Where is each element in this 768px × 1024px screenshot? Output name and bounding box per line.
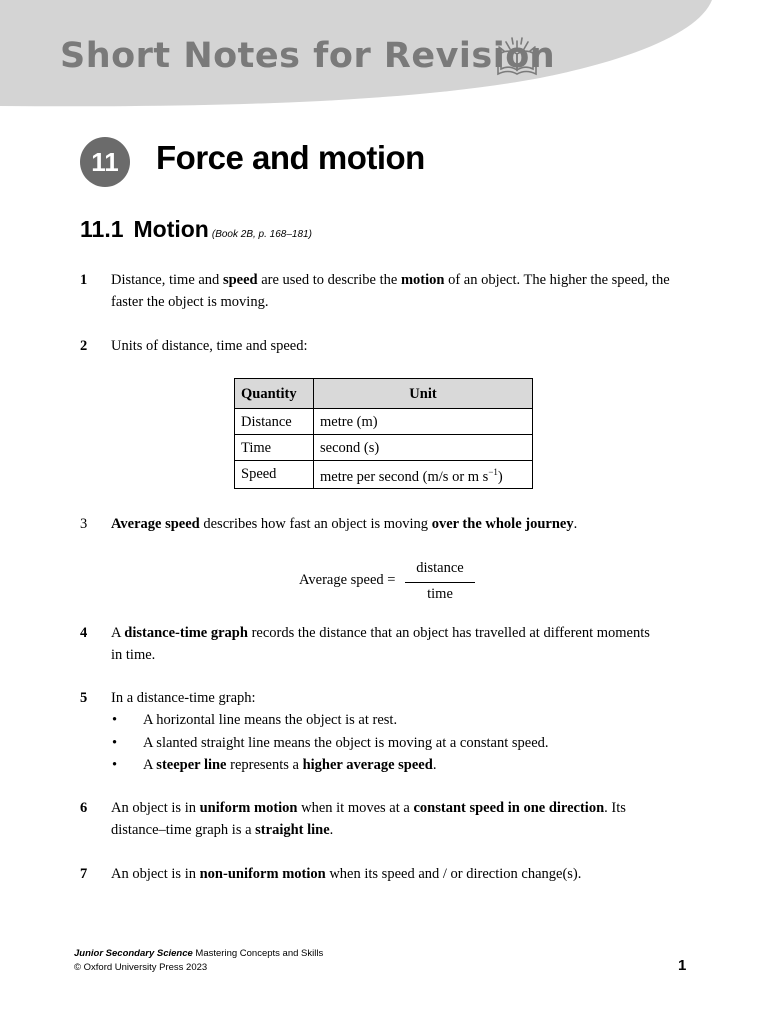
- text-run: records the distance that an object has travelled at different moments in time.: [111, 625, 650, 663]
- note-number: 6: [80, 800, 88, 816]
- table-header-quantity: Quantity: [235, 379, 314, 409]
- table-header-row: [235, 379, 533, 409]
- bold-term: constant speed in one direction: [413, 800, 605, 816]
- text-run: describes how fast an object is moving: [199, 516, 432, 532]
- bullet-dot: •: [112, 712, 118, 728]
- unit-text: metre per second (m/s or m s: [320, 468, 489, 485]
- note-text: [111, 335, 696, 357]
- bold-term: straight line: [255, 822, 330, 838]
- note-text: [111, 687, 696, 709]
- text-run: A: [143, 757, 157, 773]
- note-number: 1: [80, 272, 88, 288]
- list-item: [111, 754, 691, 777]
- table-cell-unit: [314, 461, 533, 489]
- bullet-dot: •: [112, 734, 118, 751]
- text-run: are used to describe the: [257, 272, 401, 288]
- list-item: [111, 732, 691, 755]
- formula-fraction: [405, 557, 475, 605]
- text-run: . Its distance–time graph is a: [111, 800, 626, 838]
- text-run: represents a: [226, 757, 303, 773]
- unit-exponent: −1: [488, 467, 498, 477]
- footer-book-subtitle: Mastering Concepts and Skills: [192, 948, 324, 959]
- footer-copyright: © Oxford University Press 2023: [74, 962, 208, 973]
- section-number: 11.1: [80, 216, 124, 242]
- section-title: Motion: [133, 216, 209, 242]
- footer-book-line: [74, 947, 323, 961]
- bold-term: distance-time graph: [124, 625, 248, 641]
- note-number: 3: [80, 516, 88, 532]
- bold-term: speed: [222, 272, 258, 288]
- header-banner: [0, 0, 768, 112]
- text-run: An object is in: [111, 866, 200, 882]
- open-book-icon: [494, 36, 540, 78]
- note-number: 4: [80, 625, 88, 641]
- section-heading: [80, 216, 312, 243]
- text-run: A horizontal line means the object is at rest.: [143, 712, 398, 728]
- bullet-dot: •: [112, 757, 118, 773]
- table-cell-quantity: Distance: [235, 409, 314, 435]
- table-row: [235, 409, 533, 435]
- footer-book-title: Junior Secondary Science: [74, 948, 193, 959]
- units-table: [234, 378, 533, 489]
- text-run: when it moves at a: [297, 800, 414, 816]
- page-footer: [74, 947, 323, 975]
- table-cell-unit: metre (m): [314, 409, 533, 435]
- note-text: [111, 513, 696, 535]
- section-reference: (Book 2B, p. 168–181): [211, 229, 312, 240]
- bullet-list: [111, 709, 691, 777]
- note-number: 2: [80, 338, 88, 354]
- text-run: An object is in: [111, 800, 200, 816]
- table-cell-quantity: Time: [235, 435, 314, 461]
- text-run: Distance, time and: [111, 272, 223, 288]
- formula-denominator: time: [427, 586, 453, 602]
- note-number: 5: [80, 690, 88, 706]
- text-run: .: [432, 757, 437, 773]
- text-run: of an object. The higher the speed, the faster the object is moving.: [111, 272, 670, 310]
- text-run: Units of distance, time and speed:: [111, 338, 308, 354]
- chapter-title: Force and motion: [156, 139, 425, 176]
- bold-term: Average speed: [111, 516, 200, 532]
- bold-term: non-uniform motion: [199, 866, 326, 882]
- bold-term: motion: [400, 272, 445, 288]
- text-run: .: [329, 822, 334, 838]
- note-text: [111, 797, 671, 841]
- bold-term: steeper line: [156, 757, 227, 773]
- table-header-unit: Unit: [314, 379, 533, 409]
- formula-numerator: distance: [416, 560, 464, 576]
- text-run: In a distance-time graph:: [111, 690, 256, 706]
- chapter-number-badge: 11: [80, 137, 130, 187]
- table-row: [235, 461, 533, 489]
- formula-lhs: Average speed =: [299, 572, 396, 588]
- note-text: [111, 622, 651, 666]
- list-item: [111, 709, 691, 732]
- banner-title: Short Notes for Revision: [60, 36, 556, 76]
- table-cell-unit: second (s): [314, 435, 533, 461]
- table-row: [235, 435, 533, 461]
- text-run: A slanted straight line means the object is moving at a constant speed.: [143, 734, 549, 751]
- note-number: 7: [80, 866, 88, 882]
- bold-term: uniform motion: [199, 800, 298, 816]
- text-run: A: [111, 625, 125, 641]
- table-cell-quantity: Speed: [235, 461, 314, 489]
- bold-term: higher average speed: [302, 757, 433, 773]
- page-number: 1: [678, 957, 687, 974]
- note-text: [111, 269, 696, 313]
- note-text: [111, 863, 696, 885]
- bold-term: over the whole journey: [431, 516, 574, 532]
- unit-text-end: ): [497, 468, 503, 485]
- text-run: .: [573, 516, 578, 532]
- text-run: when its speed and / or direction change(s).: [325, 866, 582, 882]
